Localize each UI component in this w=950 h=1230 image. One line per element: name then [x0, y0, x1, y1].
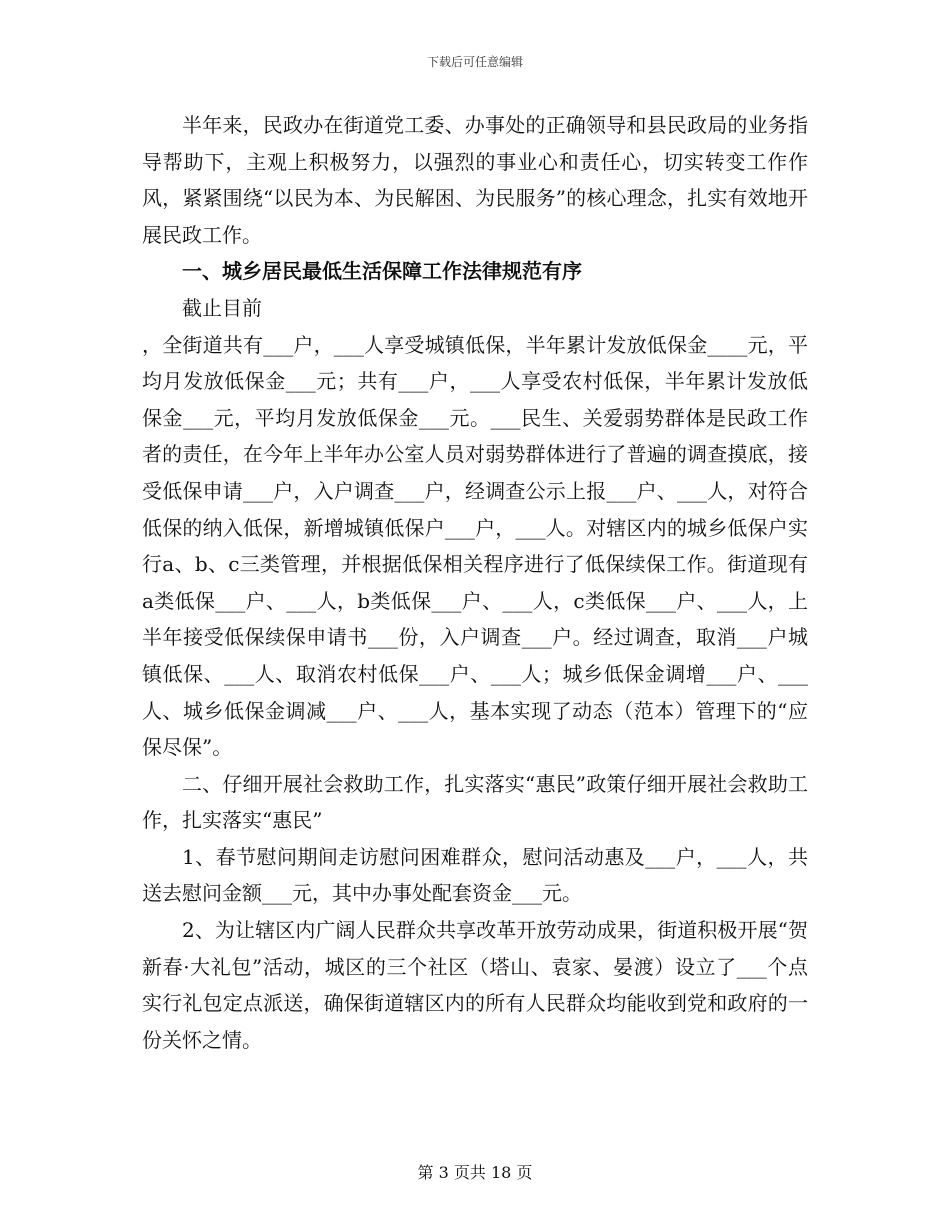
page-header: 下载后可任意编辑: [426, 55, 523, 69]
list-item-1: 1、春节慰问期间走访慰问困难群众，慰问活动惠及___户，___人，共送去慰问金额___元，其中办事处配套资金___元。: [142, 844, 808, 906]
low-income-paragraph: ，全街道共有___户，___人享受城镇低保，半年累计发放低保金____元，平均月发放低保金___元；共有___户，___人享受农村低保，半年累计发放低保金___元，平均月发放低保金___元。___民生、关爱弱势群体是民政工作者的责任，在今年上半年办公室人员对弱势群体进行了普遍的调查摸底，接受低保申请___户，入户调查___户，经调查公示上报___户、___人，对符合低保的纳入低保，新增城镇低保户___户，___人。对辖区内的城乡低保户实行a、b、c三类管理，并根据低保相关程序进行了低保续保工作。街道现有a类低保___户、___人，b类低保___户、___人，c类低保___户、___人，上半年接受低保续保申请书___份，入户调查___户。经过调查，取消___户城镇低保、___人、取消农村低保___户、___人；城乡低保金调增___户、___人、城乡低保金调减___户、___人，基本实现了动态（范本）管理下的“应保尽保”。: [142, 332, 808, 760]
intro-paragraph: 半年来，民政办在街道党工委、办事处的正确领导和县民政局的业务指导帮助下，主观上积极努力，以强烈的事业心和责任心，切实转变工作作风，紧紧围绕“以民为本、为民解困、为民服务”的核心理念，扎实有效地开展民政工作。: [142, 113, 808, 247]
subheading-deadline: 截止目前: [182, 295, 262, 320]
section-heading-1: 一、城乡居民最低生活保障工作法律规范有序: [182, 259, 582, 284]
section-heading-2: 二、仔细开展社会救助工作，扎实落实“惠民”政策仔细开展社会救助工作，扎实落实“惠民”: [142, 771, 808, 833]
list-item-2: 2、为让辖区内广阔人民群众共享改革开放劳动成果，街道积极开展“贺新春·大礼包”活动，城区的三个社区（塔山、袁家、晏渡）设立了___个点实行礼包定点派送，确保街道辖区内的所有人民群众均能收到党和政府的一份关怀之情。: [142, 918, 808, 1052]
page-number-footer: 第 3 页共 18 页: [417, 1163, 533, 1182]
document-body: [142, 107, 808, 1058]
